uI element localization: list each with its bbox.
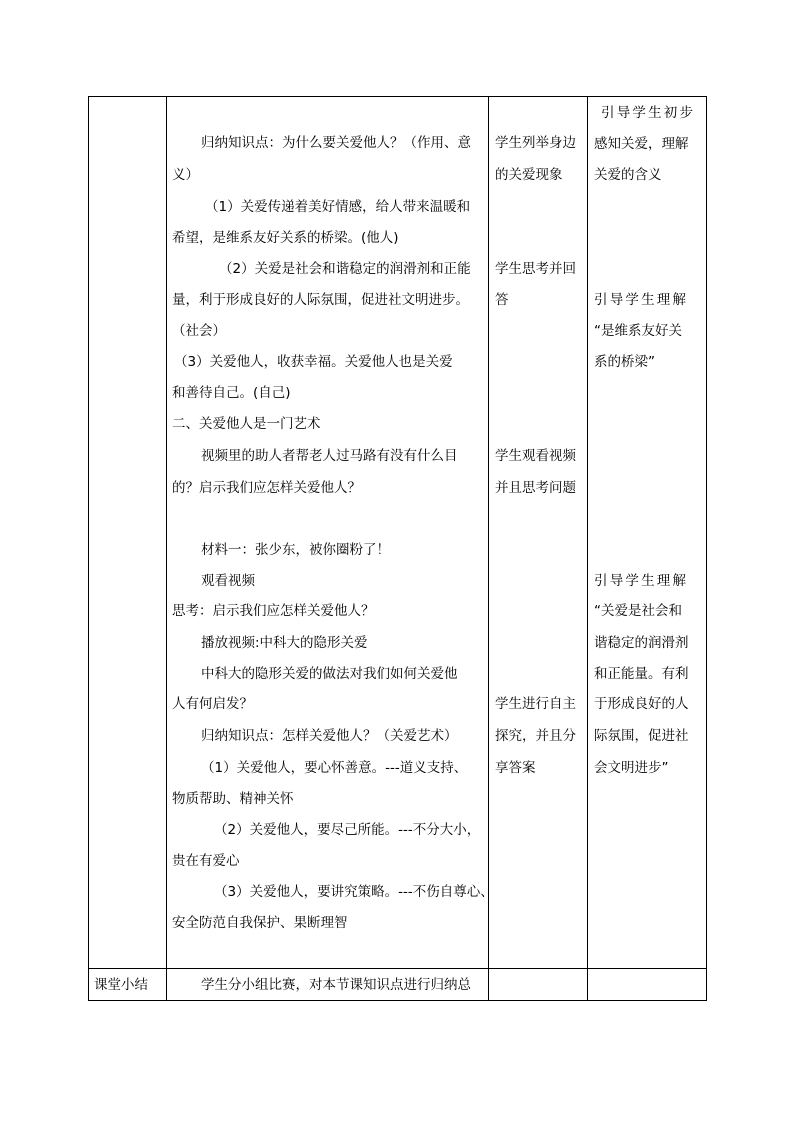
student-line: 探究，并且分	[495, 728, 576, 744]
content-line: （3）关爱他人，收获幸福。关爱他人也是关爱	[174, 354, 453, 370]
intent-line: 关爱的含义	[594, 167, 662, 183]
student-line: 的关爱现象	[495, 167, 563, 183]
intent-line: 谐稳定的润滑剂	[594, 635, 689, 651]
content-line: （2）关爱他人，要尽己所能。---不分大小，	[214, 822, 481, 838]
col-border-right	[706, 96, 707, 1001]
content-line: 希望，是维系友好关系的桥梁。(他人)	[172, 230, 399, 246]
content-line: （2）关爱是社会和谐稳定的润滑剂和正能	[219, 261, 471, 277]
intent-line: 系的桥梁”	[594, 354, 655, 370]
summary-row-text: 学生分小组比赛，对本节课知识点进行归纳总	[201, 977, 471, 993]
content-line: （社会）	[172, 323, 226, 339]
summary-row-label: 课堂小结	[94, 977, 148, 993]
student-line: 并且思考问题	[495, 480, 576, 496]
table-bottom-border	[88, 1000, 707, 1001]
intent-line: 感知关爱，理解	[594, 136, 689, 152]
content-line: 归纳知识点：为什么要关爱他人？（作用、意	[201, 135, 471, 151]
intent-line: 引导学生理解	[594, 573, 689, 589]
content-line: 量，利于形成良好的人际氛围，促进社文明进步。	[172, 292, 469, 308]
intent-line: 于形成良好的人	[594, 696, 689, 712]
content-line: 的？启示我们应怎样关爱他人？	[172, 480, 361, 496]
content-line: 义）	[172, 167, 199, 183]
content-line: 中科大的隐形关爱的做法对我们如何关爱他	[201, 666, 458, 682]
student-line: 享答案	[495, 760, 536, 776]
intent-line: 和正能量。有利	[594, 666, 689, 682]
content-line: 归纳知识点：怎样关爱他人？（关爱艺术）	[201, 728, 458, 744]
section-heading: 二、关爱他人是一门艺术	[172, 416, 321, 432]
content-line: （1）关爱传递着美好情感，给人带来温暖和	[205, 199, 471, 215]
intent-line: 引导学生初步	[601, 105, 696, 121]
content-line: （1）关爱他人，要心怀善意。---道义支持、	[201, 760, 468, 776]
content-line: 人有何启发？	[172, 696, 253, 712]
col-border-1	[166, 96, 167, 1001]
content-line: 材料一：张少东，被你圈粉了！	[201, 542, 390, 558]
content-line: 物质帮助、精神关怀	[172, 791, 294, 807]
col-border-2	[488, 96, 489, 1001]
content-line: 思考：启示我们应怎样关爱他人？	[172, 603, 375, 619]
intent-line: “关爱是社会和	[594, 603, 682, 619]
student-line: 答	[495, 292, 509, 308]
student-line: 学生思考并回	[495, 261, 576, 277]
intent-line: 际氛围，促进社	[594, 728, 689, 744]
content-line: 和善待自己。(自己)	[172, 385, 291, 401]
table-top-border	[88, 96, 707, 97]
student-line: 学生进行自主	[495, 696, 576, 712]
col-border-left	[88, 96, 89, 1001]
content-line: （3）关爱他人，要讲究策略。---不伤自尊心、	[214, 884, 494, 900]
content-line: 安全防范自我保护、果断理智	[172, 915, 348, 931]
student-line: 学生观看视频	[495, 448, 576, 464]
col-border-3	[587, 96, 588, 1001]
content-line: 贵在有爱心	[172, 853, 240, 869]
content-line: 观看视频	[201, 573, 255, 589]
intent-line: 会文明进步”	[594, 760, 669, 776]
student-line: 学生列举身边	[495, 135, 576, 151]
intent-line: 引导学生理解	[594, 292, 689, 308]
intent-line: “是维系友好关	[594, 323, 682, 339]
content-line: 视频里的助人者帮老人过马路有没有什么目	[201, 448, 458, 464]
content-line: 播放视频:中科大的隐形关爱	[201, 635, 368, 651]
row-divider	[88, 968, 707, 969]
